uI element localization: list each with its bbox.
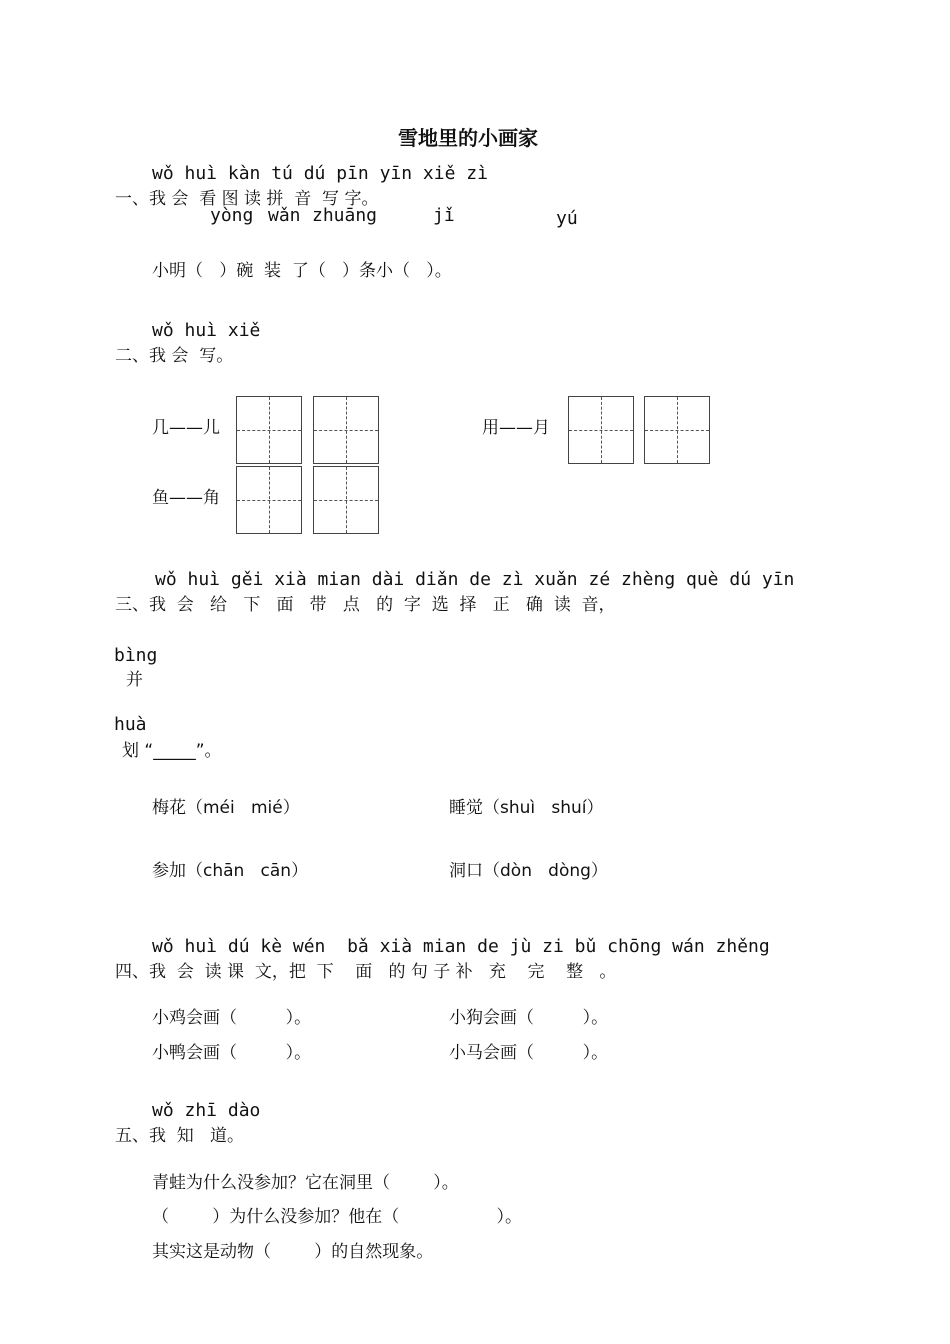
s1-pinyin-zhuang: zhuāng: [312, 205, 378, 226]
s1-heading: 一、我 会 看 图 读 拼 音 写 字。: [115, 189, 379, 209]
s5-line-why: （ ）为什么没参加？他在（ ）。: [152, 1207, 522, 1227]
s3-heading: 三、我 会 给 下 面 带 点 的 字 选 择 正 确 读 音，: [115, 595, 616, 615]
pair-ji-er: 几——儿: [152, 418, 220, 438]
s4-item-xiaoya: 小鸭会画（ ）。: [152, 1043, 312, 1063]
s1-pinyin-wan: wǎn: [268, 205, 301, 226]
writing-grid-box[interactable]: [644, 396, 710, 464]
s5-line-nature: 其实这是动物（ ）的自然现象。: [152, 1242, 434, 1262]
s1-pinyin-yu: yú: [556, 208, 578, 229]
s3-pinyin-bing: bìng: [114, 645, 158, 666]
s2-heading: 二、我 会 写。: [115, 346, 234, 366]
s4-item-xiaoma: 小马会画（ ）。: [449, 1043, 609, 1063]
s3-bing: 并: [126, 670, 143, 690]
s1-pinyin-yong: yòng: [210, 205, 254, 226]
s3-item-meihua: 梅花（méi mié）: [152, 798, 300, 818]
s4-heading: 四、我 会 读 课 文，把 下 面 的 句 子 补 充 完 整 。: [115, 962, 617, 982]
s3-pinyin: wǒ huì gěi xià mian dài diǎn de zì xuǎn zé zhèng què dú yīn: [155, 569, 795, 590]
s5-pinyin: wǒ zhī dào: [152, 1100, 261, 1121]
s2-pinyin: wǒ huì xiě: [152, 320, 261, 341]
pair-yong-yue: 用——月: [482, 418, 550, 438]
writing-grid-box[interactable]: [313, 466, 379, 534]
s3-pinyin-hua: huà: [114, 714, 147, 735]
s1-pinyin-ji: jǐ: [433, 205, 455, 226]
s4-item-xiaoji: 小鸡会画（ ）。: [152, 1008, 312, 1028]
s3-hua-instruction: 划 “_____”。: [122, 741, 222, 761]
s5-line-qingwa: 青蛙为什么没参加？它在洞里（ ）。: [152, 1173, 459, 1193]
s4-item-xiaogou: 小狗会画（ ）。: [449, 1008, 609, 1028]
writing-grid-box[interactable]: [236, 466, 302, 534]
s3-item-dongkou: 洞口（dòn dòng）: [449, 861, 608, 881]
pair-yu-jiao: 鱼——角: [152, 488, 220, 508]
s1-sentence: 小明（ ）碗 装 了（ ）条小（ ）。: [152, 261, 452, 281]
s3-item-shuijiao: 睡觉（shuì shuí）: [449, 798, 604, 818]
s1-pinyin: wǒ huì kàn tú dú pīn yīn xiě zì: [152, 163, 488, 184]
writing-grid-box[interactable]: [313, 396, 379, 464]
writing-grid-box[interactable]: [236, 396, 302, 464]
s4-pinyin: wǒ huì dú kè wén bǎ xià mian de jù zi bǔ chōng wán zhěng: [152, 936, 770, 957]
writing-grid-box[interactable]: [568, 396, 634, 464]
s3-item-canjia: 参加（chān cān）: [152, 861, 309, 881]
s5-heading: 五、我 知 道。: [115, 1126, 245, 1146]
page-title: 雪地里的小画家: [398, 126, 538, 150]
